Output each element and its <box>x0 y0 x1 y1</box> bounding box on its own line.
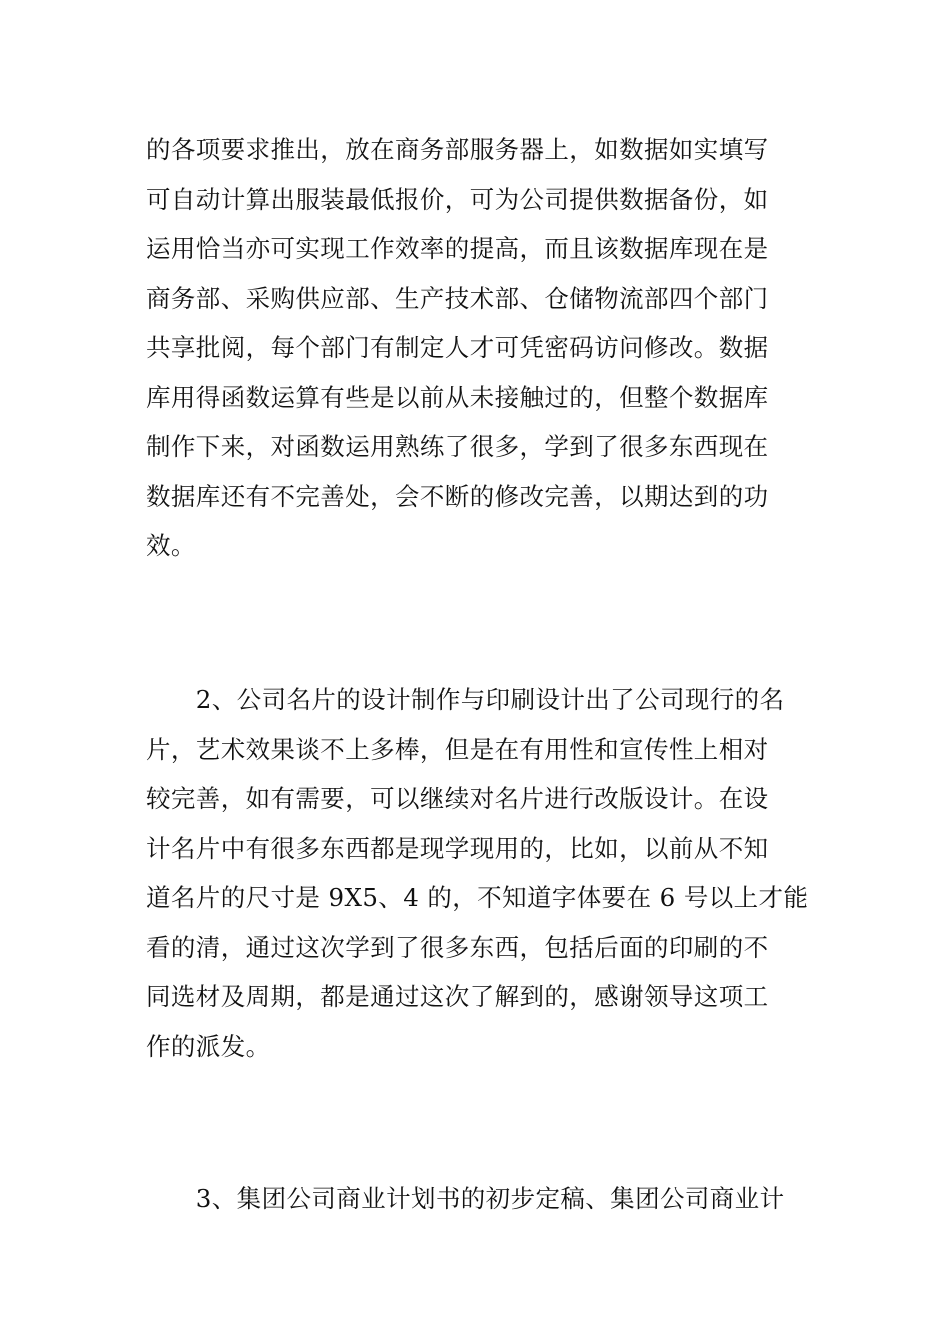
text-line: 可自动计算出服装最低报价，可为公司提供数据备份，如 <box>146 184 769 214</box>
text-line: 库用得函数运算有些是以前从未接触过的，但整个数据库 <box>146 382 769 412</box>
text-line: 片，艺术效果谈不上多棒，但是在有用性和宣传性上相对 <box>146 734 769 764</box>
text-line: 2、公司名片的设计制作与印刷设计出了公司现行的名 <box>146 685 785 714</box>
text-line: 作的派发。 <box>146 1031 271 1061</box>
paragraph-business-card <box>146 675 816 1071</box>
text-line: 制作下来，对函数运用熟练了很多，学到了很多东西现在 <box>146 432 769 461</box>
text-line: 看的清，通过这次学到了很多东西，包括后面的印刷的不 <box>146 932 769 962</box>
text-line: 运用恰当亦可实现工作效率的提高，而且该数据库现在是 <box>146 234 769 263</box>
text-line: 效。 <box>146 531 196 560</box>
text-line: 数据库还有不完善处，会不断的修改完善，以期达到的功 <box>146 481 769 511</box>
text-line: 道名片的尺寸是 9X5、4 的，不知道字体要在 6 号以上才能 <box>146 883 809 912</box>
text-line: 共享批阅，每个部门有制定人才可凭密码访问修改。数据 <box>146 333 769 362</box>
paragraph-business-plan <box>146 1174 816 1224</box>
text-line: 商务部、采购供应部、生产技术部、仓储物流部四个部门 <box>146 283 769 313</box>
paragraph-database <box>146 125 816 571</box>
text-line: 3、集团公司商业计划书的初步定稿、集团公司商业计 <box>146 1184 785 1213</box>
text-line: 同选材及周期，都是通过这次了解到的，感谢领导这项工 <box>146 982 769 1011</box>
text-line: 较完善，如有需要，可以继续对名片进行改版设计。在设 <box>146 784 769 813</box>
text-line: 的各项要求推出，放在商务部服务器上，如数据如实填写 <box>146 135 769 164</box>
text-line: 计名片中有很多东西都是现学现用的，比如，以前从不知 <box>146 833 769 863</box>
